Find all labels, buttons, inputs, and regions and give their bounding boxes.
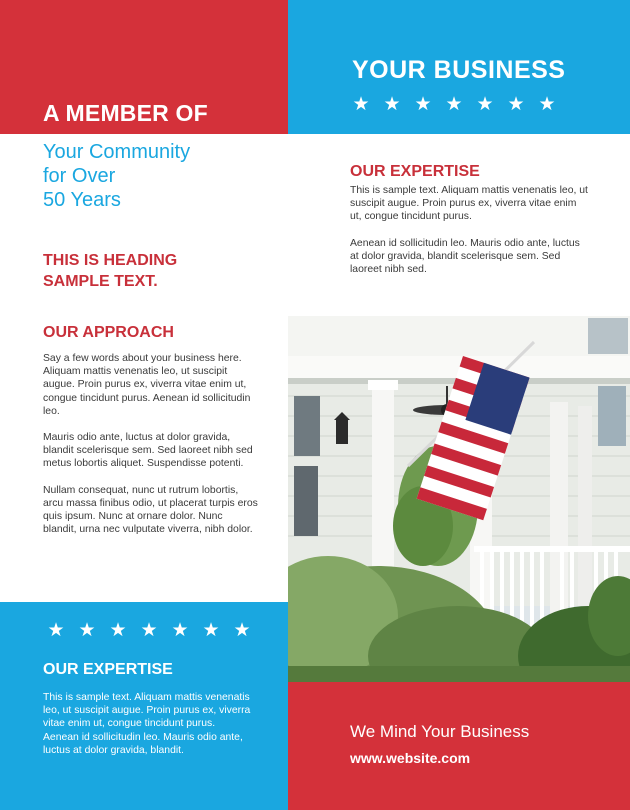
- star-icon: ★: [445, 94, 463, 115]
- expertise-body-right: [350, 184, 590, 289]
- approach-title: OUR APPROACH: [43, 324, 174, 341]
- star-icon: ★: [383, 94, 401, 115]
- porch-with-american-flag-photo: [288, 316, 630, 682]
- star-icon: ★: [140, 620, 158, 641]
- approach-paragraph: Say a few words about your business here. Aliquam mattis venenatis leo, ut suscipit augue. Proin purus ex, viverra vitae enim ut, congue tincidunt purus. Aenean id sollicitudin leo.: [43, 353, 251, 417]
- approach-body: [43, 352, 258, 549]
- community-subtitle: [43, 140, 263, 212]
- star-icon: ★: [352, 94, 370, 115]
- sample-heading: [43, 250, 263, 292]
- website-link[interactable]: www.website.com: [350, 750, 471, 766]
- star-row-bottom: [47, 621, 251, 640]
- expertise-title-left: OUR EXPERTISE: [43, 661, 173, 678]
- tagline: We Mind Your Business: [350, 722, 530, 741]
- star-icon: ★: [202, 620, 220, 641]
- bottom-right-red-panel: [288, 682, 630, 810]
- star-icon: ★: [538, 94, 556, 115]
- expertise-body-left: This is sample text. Aliquam mattis venenatis leo, ut suscipit augue. Proin purus ex, viverra vitae enim ut, congue tincidunt purus. Aenean id sollicitudin leo. Mauris odio ante, luctus at dolor gravida, blandit.: [43, 692, 251, 756]
- approach-paragraph: Mauris odio ante, luctus at dolor gravida, blandit scelerisque sem. Sed laoreet nibh sed metus lobortis aliquet. Suspendisse potenti.: [43, 432, 253, 470]
- sample-heading-line: SAMPLE TEXT.: [43, 273, 158, 290]
- star-icon: ★: [476, 94, 494, 115]
- star-row-top: [352, 95, 556, 114]
- approach-paragraph: Nullam consequat, nunc ut rutrum lobortis, arcu massa finibus odio, ut placerat turpis eros quis ipsum. Nunc at ornare dolor. Nunc blandit, urna nec vulputate viverra, nibh dolor.: [43, 484, 258, 536]
- business-title: YOUR BUSINESS: [352, 56, 566, 84]
- star-icon: ★: [233, 620, 251, 641]
- star-icon: ★: [47, 620, 65, 641]
- star-icon: ★: [78, 620, 96, 641]
- star-icon: ★: [507, 94, 525, 115]
- star-icon: ★: [171, 620, 189, 641]
- community-line: Your Community: [43, 141, 191, 163]
- star-icon: ★: [109, 620, 127, 641]
- community-line: 50 Years: [43, 189, 121, 211]
- expertise-title-right: OUR EXPERTISE: [350, 163, 480, 180]
- expertise-paragraph: This is sample text. Aliquam mattis venenatis leo, ut suscipit augue. Proin purus ex, viverra vitae enim ut, congue tincidunt purus.: [350, 185, 588, 223]
- member-title: A MEMBER OF: [43, 100, 208, 126]
- community-line: for Over: [43, 165, 116, 187]
- star-icon: ★: [414, 94, 432, 115]
- sample-heading-line: THIS IS HEADING: [43, 252, 178, 269]
- expertise-paragraph: Aenean id sollicitudin leo. Mauris odio ante, luctus at dolor gravida, blandit scelerisque sem. Sed laoreet nibh sed.: [350, 237, 580, 276]
